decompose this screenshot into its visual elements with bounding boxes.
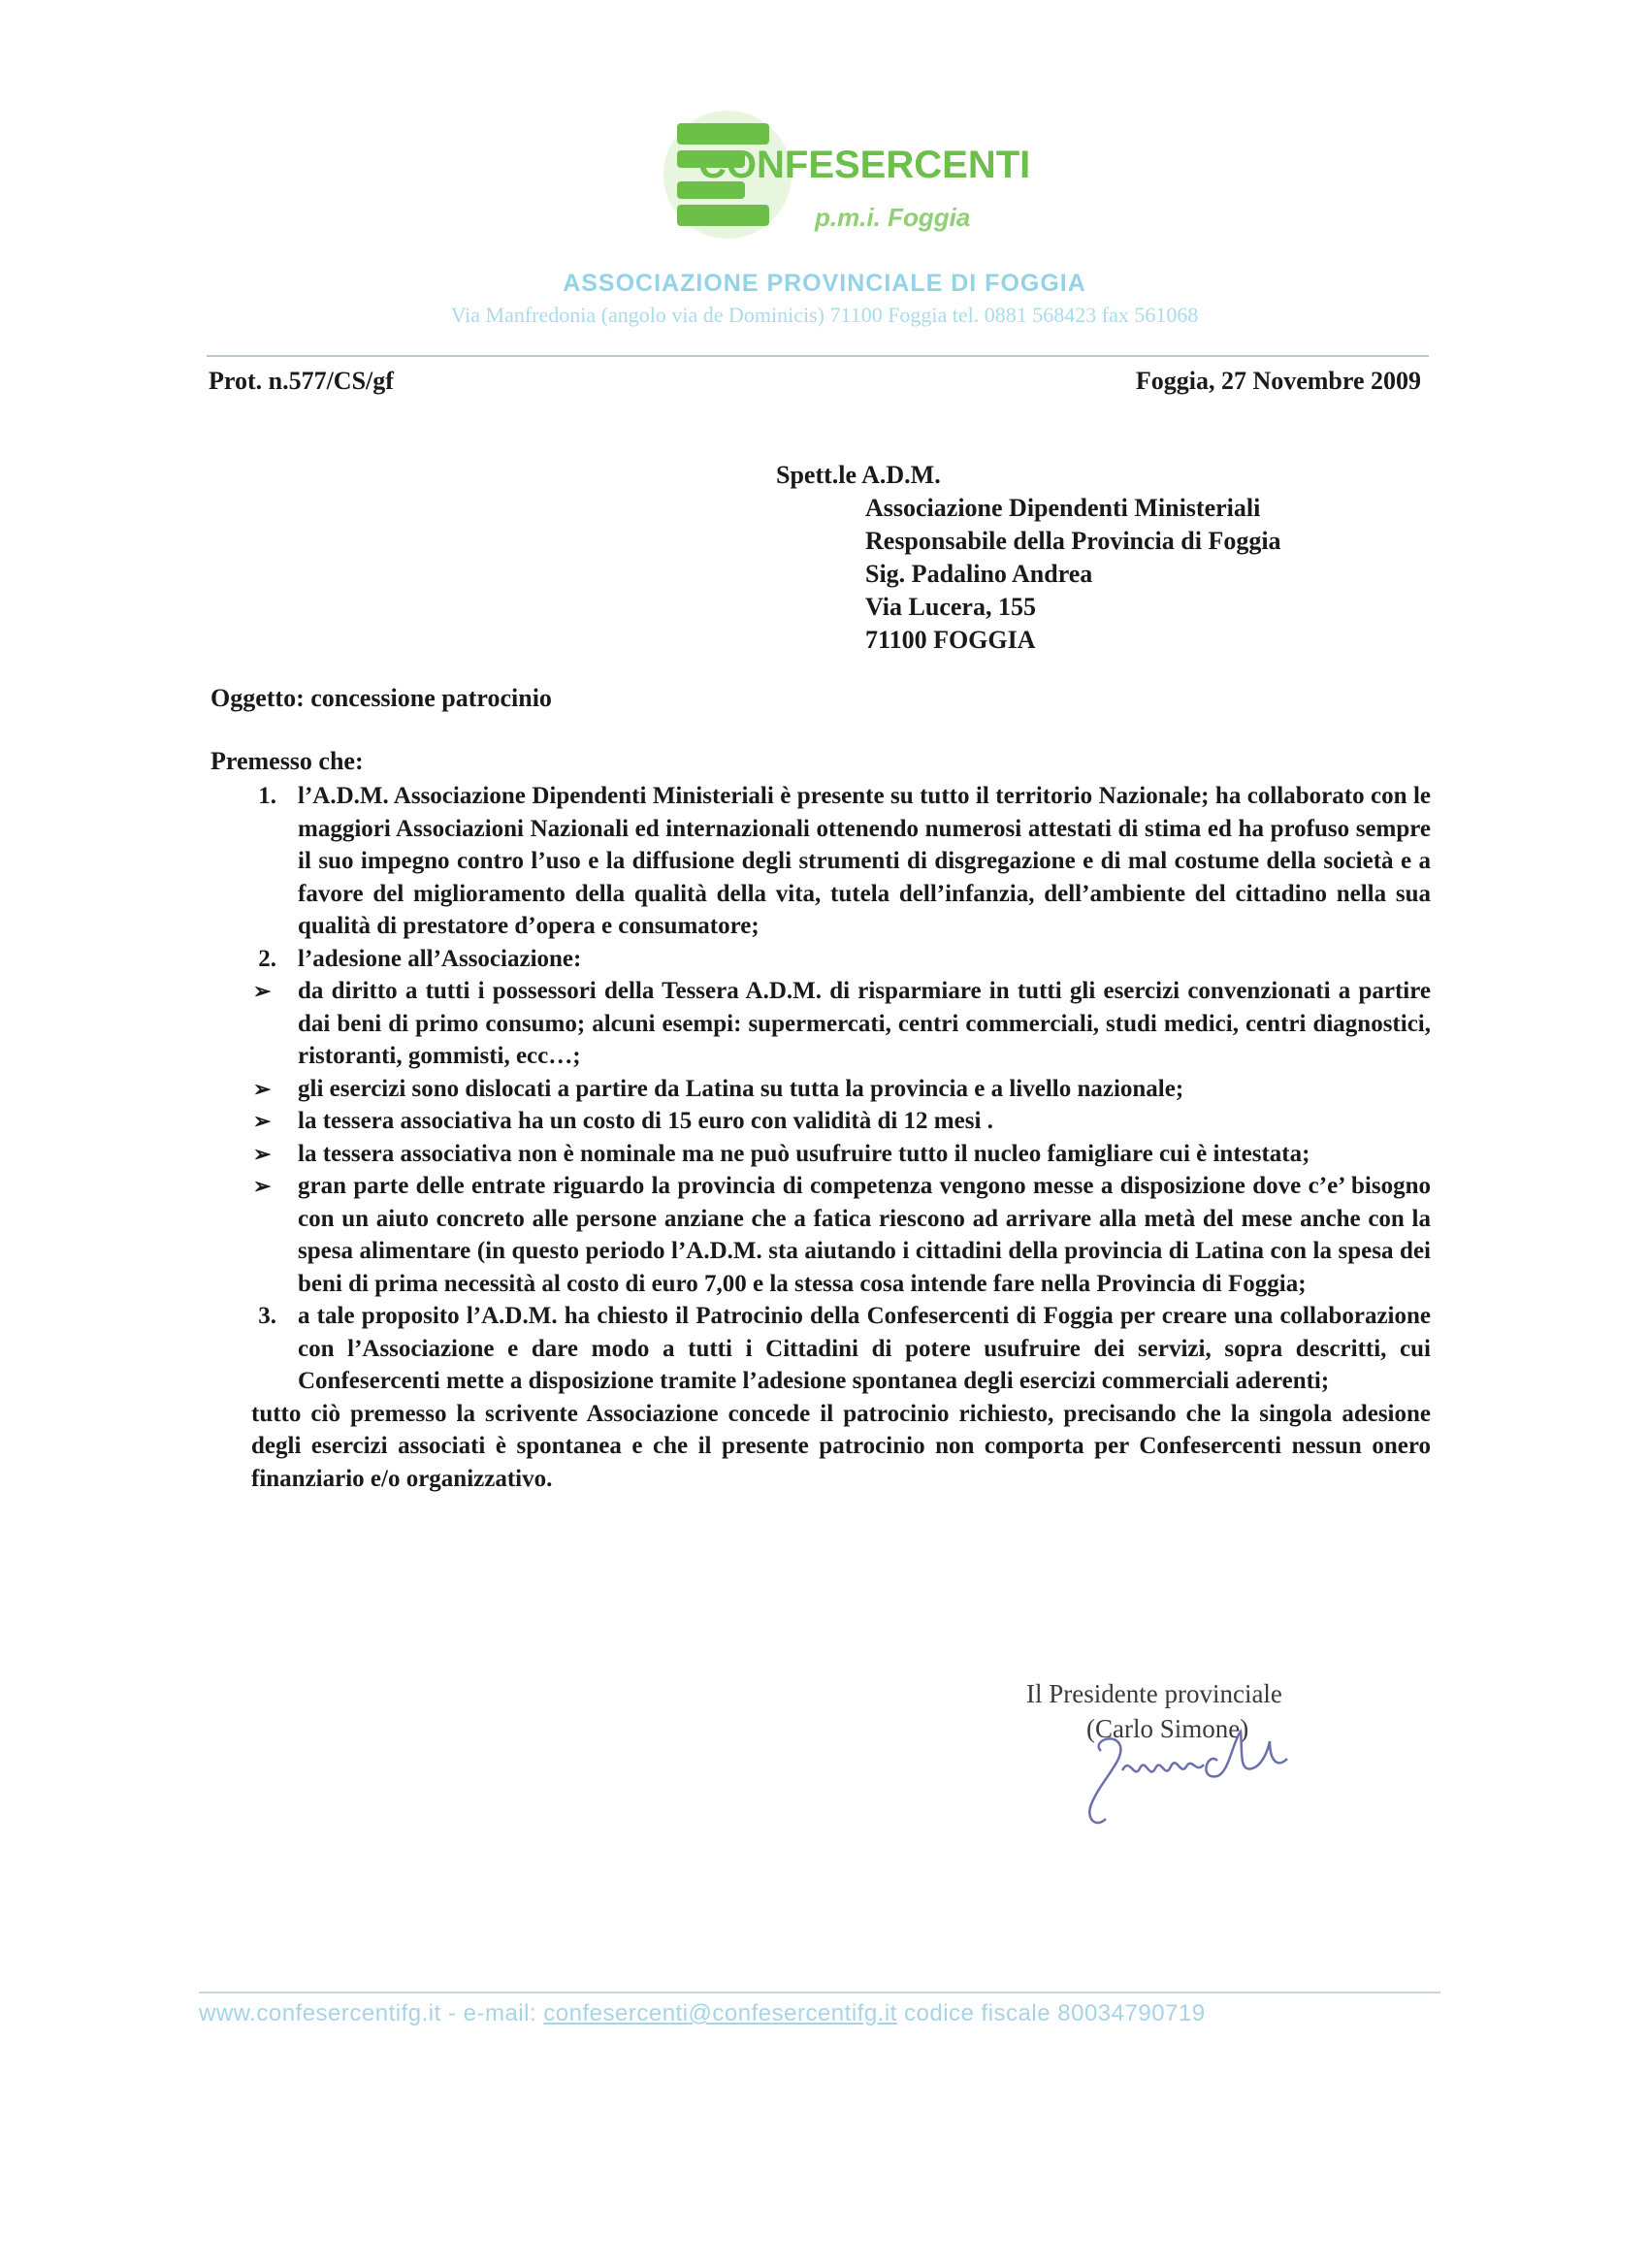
list-marker: 2. xyxy=(258,945,276,972)
arrow-bullet-icon: ➢ xyxy=(253,979,272,1003)
list-item-text: a tale proposito l’A.D.M. ha chiesto il Patrocinio della Confesercenti di Foggia per creare una collaborazione con l’Associazione e dare modo a tutti i Cittadini di potere usufruire dei servizi, sopra descritti, cui Confesercenti mette a disposizione tramite l’adesione spontanea degli esercizi commerciali aderenti; xyxy=(298,1303,1431,1394)
footer-tax-code: codice fiscale 80034790719 xyxy=(904,2000,1206,2026)
recipient-line: Responsabile della Provincia di Foggia xyxy=(865,527,1281,555)
recipient-salutation: Spett.le A.D.M. xyxy=(776,461,941,489)
header-divider xyxy=(207,355,1429,357)
list-item-text: l’adesione all’Associazione: xyxy=(298,945,582,972)
footer-divider xyxy=(199,1992,1440,1993)
arrow-bullet-icon: ➢ xyxy=(253,1174,272,1198)
list-item-text: gran parte delle entrate riguardo la provincia di competenza vengono messe a disposizione dove c’e’ bisogno con un aiuto concreto alle persone anziane che a fatica riescono ad arrivare alla metà del mese anche con la spesa alimentare (in questo periodo l’A.D.M. sta aiutando i cittadini della provincia di Latina con la spesa dei beni di prima necessità al costo di euro 7,00 e la stessa cosa intende fare nella Provincia di Foggia; xyxy=(298,1173,1431,1297)
list-item-text: la tessera associativa ha un costo di 15 euro con validità di 12 mesi . xyxy=(298,1108,993,1134)
logo-subtext: p.m.i. Foggia xyxy=(815,203,971,232)
handwritten-signature xyxy=(1062,1712,1353,1838)
signatory-title: Il Presidente provinciale xyxy=(1026,1679,1282,1708)
recipient-line: Associazione Dipendenti Ministeriali xyxy=(865,494,1261,522)
list-item xyxy=(210,1138,1431,1171)
letter-date: Foggia, 27 Novembre 2009 xyxy=(1135,367,1421,395)
logo-wordmark: CONFESERCENTI xyxy=(698,144,1031,186)
subject-line: Oggetto: concessione patrocinio xyxy=(210,684,552,712)
closing-paragraph: tutto ciò premesso la scrivente Associazione concede il patrocinio richiesto, precisando che la singola adesione degli esercizi associati è spontanea e che il presente patrocinio non comporta per Confesercenti nessun onero finanziario e/o organizzativo. xyxy=(251,1400,1431,1492)
recipient-line: Via Lucera, 155 xyxy=(865,593,1036,621)
association-address: Via Manfredonia (angolo via de Dominicis) 71100 Foggia tel. 0881 568423 fax 561068 xyxy=(450,303,1199,327)
confesercenti-logo xyxy=(660,102,1031,247)
footer-email-link[interactable]: confesercenti@confesercentifg.it xyxy=(543,2000,897,2026)
list-marker: 3. xyxy=(258,1303,276,1329)
list-item xyxy=(210,1300,1431,1398)
recipient-line: 71100 FOGGIA xyxy=(865,626,1036,654)
protocol-number: Prot. n.577/CS/gf xyxy=(209,367,394,395)
letter-body xyxy=(210,780,1431,1495)
list-item xyxy=(210,943,1431,976)
arrow-bullet-icon: ➢ xyxy=(253,1141,272,1166)
recipient-block xyxy=(776,459,1281,657)
list-item-text: la tessera associativa non è nominale ma ne può usufruire tutto il nucleo famigliare cui è intestata; xyxy=(298,1140,1310,1167)
list-item xyxy=(210,1105,1431,1138)
list-item xyxy=(210,1170,1431,1300)
footer-email-label: - e-mail: xyxy=(447,2000,537,2026)
association-name: ASSOCIAZIONE PROVINCIALE DI FOGGIA xyxy=(563,270,1086,297)
recipient-line: Sig. Padalino Andrea xyxy=(865,560,1093,588)
intro-heading: Premesso che: xyxy=(210,747,364,775)
footer xyxy=(199,2000,1206,2027)
list-item-text: gli esercizi sono dislocati a partire da Latina su tutta la provincia e a livello nazionale; xyxy=(298,1075,1184,1102)
list-item-text: l’A.D.M. Associazione Dipendenti Ministeriali è presente su tutto il territorio Nazionale; ha collaborato con le maggiori Associazioni Nazionali ed internazionali ottenendo numerosi attestati di stima ed ha profuso sempre il suo impegno contro l’uso e la diffusione degli strumenti di disgregazione e di mal costume della società e a favore del miglioramento della qualità della vita, tutela dell’infanzia, dell’ambiente del cittadino nella sua qualità di prestatore d’opera e consumatore; xyxy=(298,783,1431,939)
signatory-name: (Carlo Simone) xyxy=(1086,1714,1249,1743)
arrow-bullet-icon: ➢ xyxy=(253,1076,272,1101)
list-item-text: da diritto a tutti i possessori della Tessera A.D.M. di risparmiare in tutti gli esercizi convenzionati a partire dai beni di primo consumo; alcuni esempi: supermercati, centri commerciali, studi medici, centri diagnostici, ristoranti, gommisti, ecc…; xyxy=(298,978,1431,1069)
list-marker: 1. xyxy=(258,783,276,809)
list-item xyxy=(210,780,1431,943)
arrow-bullet-icon: ➢ xyxy=(253,1109,272,1133)
footer-website[interactable]: www.confesercentifg.it xyxy=(199,2000,441,2026)
list-item xyxy=(210,975,1431,1073)
list-item xyxy=(210,1073,1431,1106)
